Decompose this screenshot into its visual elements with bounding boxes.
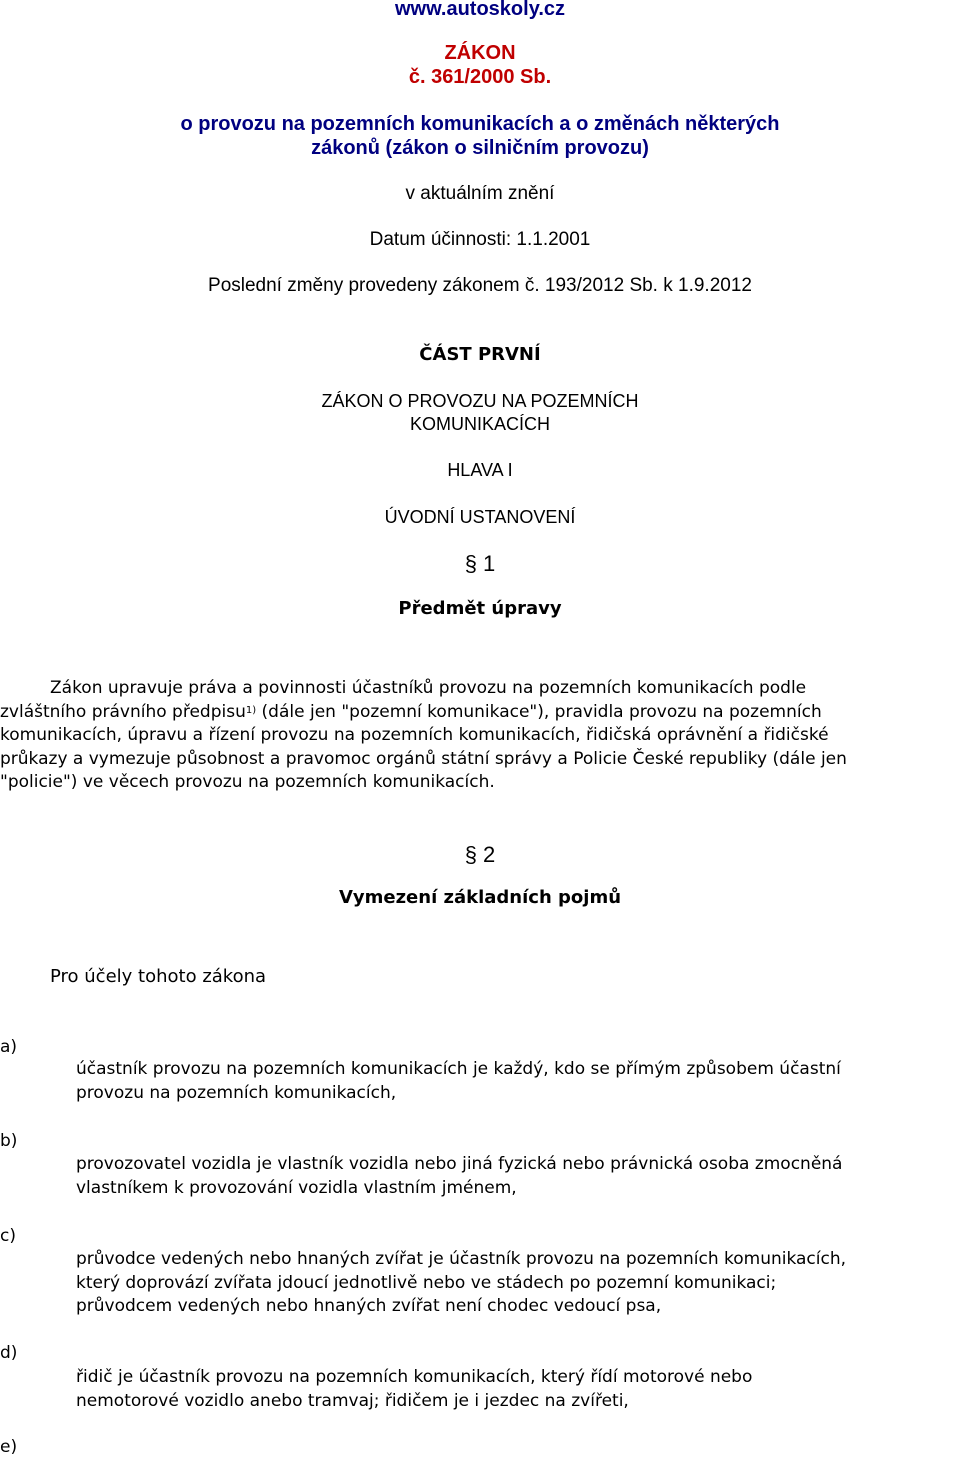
law-number: č. 361/2000 Sb.	[408, 66, 552, 88]
item-letter-b: b)	[0, 1131, 18, 1151]
part-title-line2: KOMUNIKACÍCH	[409, 414, 550, 434]
last-change: Poslední změny provedeny zákonem č. 193/2012 Sb. k 1.9.2012	[208, 275, 752, 296]
paragraph-line: komunikacích, úpravu a řízení provozu na pozemních komunikacích, řidičská oprávnění a řidičské	[0, 725, 829, 745]
head-label: HLAVA I	[447, 460, 513, 480]
item-letter-e: e)	[0, 1437, 18, 1457]
section-2-mark: § 2	[464, 842, 496, 867]
part-label: ČÁST PRVNÍ	[419, 344, 541, 365]
paragraph-line: "policie") ve věcech provozu na pozemních komunikacích.	[0, 772, 495, 792]
list-item: účastník provozu na pozemních komunikacích je každý, kdo se přímým způsobem účastní provozu na pozemních komunikacích,	[76, 1059, 841, 1103]
section-1-mark: § 1	[464, 551, 496, 576]
list-item: řidič je účastník provozu na pozemních komunikacích, který řídí motorové nebo nemotorové vozidlo anebo tramvaj; řidičem je i jezdec na zvířeti,	[76, 1367, 753, 1411]
site-url[interactable]: www.autoskoly.cz	[394, 0, 566, 20]
law-label: ZÁKON	[444, 42, 516, 64]
head-title: ÚVODNÍ USTANOVENÍ	[384, 507, 576, 527]
effective-date: Datum účinnosti: 1.1.2001	[369, 229, 591, 250]
paragraph-line: Zákon upravuje práva a povinnosti účastníků provozu na pozemních komunikacích podle	[50, 678, 807, 698]
part-title-line1: ZÁKON O PROVOZU NA POZEMNÍCH	[321, 391, 639, 411]
paragraph-line: průkazy a vymezuje působnost a pravomoc orgánů státní správy a Policie České republiky (dále jen	[0, 748, 847, 769]
section-1-heading: Předmět úpravy	[398, 598, 562, 619]
item-letter-c: c)	[0, 1226, 16, 1246]
section-1-paragraph	[0, 677, 958, 795]
section-2-heading: Vymezení základních pojmů	[338, 887, 622, 908]
paragraph-line: zvláštního právního předpisu$^{1)}$ (dále jen "pozemní komunikace"), pravidla provozu na pozemních	[0, 701, 822, 722]
footnote-ref[interactable]: 1)	[245, 704, 257, 716]
law-title-line2: zákonů (zákon o silničním provozu)	[311, 137, 649, 159]
version-note: v aktuálním znění	[405, 183, 555, 204]
section-2-intro: Pro účely tohoto zákona	[50, 966, 267, 987]
law-title-line1: o provozu na pozemních komunikacích a o změnách některých	[180, 113, 780, 135]
item-letter-a: a)	[0, 1037, 18, 1057]
list-item: provozovatel vozidla je vlastník vozidla nebo jiná fyzická nebo právnická osoba zmocněná vlastníkem k provozování vozidla vlastním jménem,	[76, 1154, 843, 1198]
item-letter-d: d)	[0, 1343, 18, 1363]
list-item: průvodce vedených nebo hnaných zvířat je účastník provozu na pozemních komunikacích, který doprovází zvířata jdoucí jednotlivě nebo ve stádech po pozemní komunikaci; průvodcem vedených nebo hnaných zvířat není chodec vedoucí psa,	[76, 1249, 847, 1316]
